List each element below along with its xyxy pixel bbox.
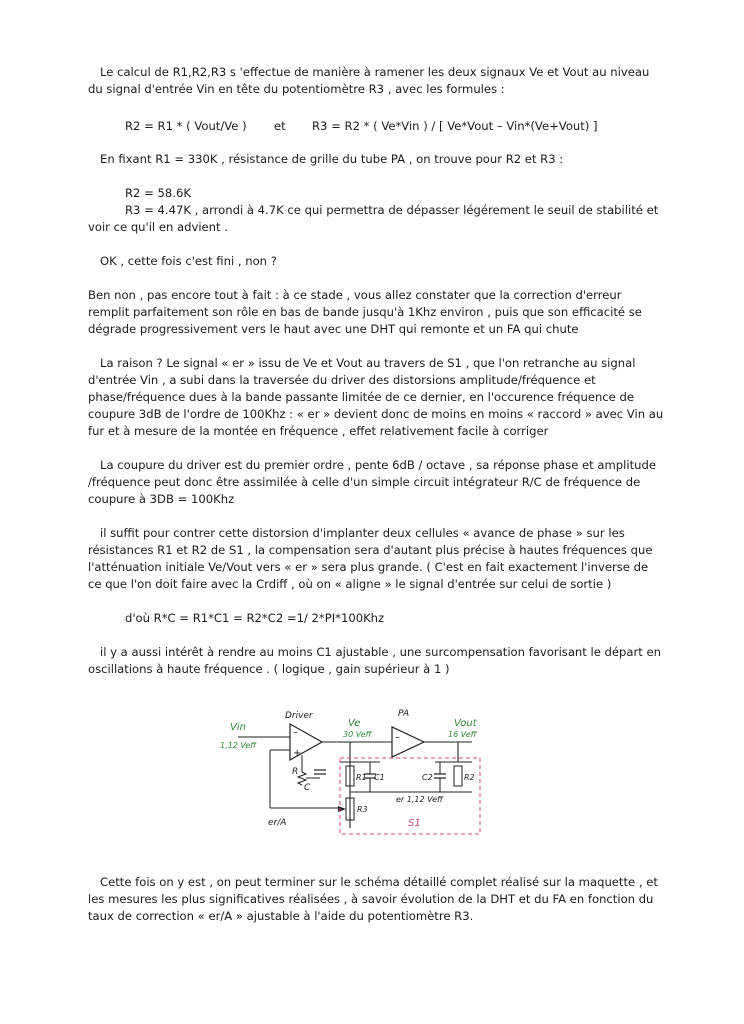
label-er-a: er/A <box>268 818 287 828</box>
paragraph-suffit: il suffit pour contrer cette distorsion d'implanter deux cellules « avance de phase » sur les résistances R1 et R2 de S1 , la compensation sera d'autant plus précise à hautes fréquences que l'atténuation initiale Ve/Vout vers « er » sera plus grande. ( C'est en fait exactement l'inverse de ce que l'on doit faire avec la Crdiff , où on « aligne » le signal d'entrée sur celui de sortie ) <box>88 526 653 591</box>
result-r2: R2 = 58.6K <box>125 186 191 200</box>
paragraph-fixant: En fixant R1 = 330K , résistance de grille du tube PA , on trouve pour R2 et R3 : <box>100 152 564 166</box>
formula-and: et <box>274 119 286 133</box>
label-c1: C1 <box>374 773 385 782</box>
r2-resistor <box>454 766 462 786</box>
result-r3: R3 = 4.47K , arrondi à 4.7K ce qui permettra de dépasser légérement le seuil de stabilité et voir ce qu'il en advient . <box>88 203 659 234</box>
label-ve: Ve <box>348 718 361 729</box>
circuit-diagram <box>210 700 510 845</box>
label-vin-value: 1,12 Veff <box>220 741 257 750</box>
paragraph-ben-non: Ben non , pas encore tout à fait : à ce stade , vous allez constater que la correction d'erreur remplit parfaitement son rôle en bas de bande jusqu'à 1Khz environ , puis que son efficacité se dégrade progressivement vers le haut avec une DHT qui remonte et un FA qui chute <box>88 288 642 336</box>
label-driver-minus: – <box>293 727 298 738</box>
formula-rc: d'où R*C = R1*C1 = R2*C2 =1/ 2*PI*100Khz <box>125 611 385 625</box>
label-ve-value: 30 Veff <box>343 730 372 739</box>
label-driver: Driver <box>285 711 313 721</box>
label-driver-plus: + <box>293 748 302 759</box>
label-r: R <box>292 767 299 777</box>
label-r2: R2 <box>464 773 475 782</box>
label-er: er 1,12 Veff <box>396 795 443 804</box>
label-pa-minus: – <box>395 732 400 743</box>
paragraph-interet: il y a aussi intérêt à rendre au moins C1 ajustable , une surcompensation favorisant le départ en oscillations à haute fréquence . ( logique , gain supérieur à 1 ) <box>88 645 661 676</box>
label-c2: C2 <box>422 773 433 782</box>
label-r3: R3 <box>357 805 368 814</box>
label-vout: Vout <box>454 718 477 729</box>
paragraph-conclusion: Cette fois on y est , on peut terminer sur le schéma détaillé complet réalisé sur la maquette , et les mesures les plus significatives réalisées , à savoir évolution de la DHT et du FA en fonction du taux de correction « er/A » ajustable à l'aide du potentiomètre R3. <box>88 875 658 923</box>
label-vin: Vin <box>230 722 246 733</box>
label-pa: PA <box>398 709 410 719</box>
formula-r2: R2 = R1 * ( Vout/Ve ) <box>125 119 247 133</box>
label-c: C <box>304 783 311 793</box>
label-s1: S1 <box>408 818 421 829</box>
label-vout-value: 16 Veff <box>448 730 477 739</box>
paragraph-raison: La raison ? Le signal « er » issu de Ve et Vout au travers de S1 , que l'on retranche au signal d'entrée Vin , a subi dans la traversée du driver des distorsions amplitude/fréquence et phase/fréquence dues à la bande passante limitée de ce dernier, en l'occurence fréquence de coupure 3dB de l'ordre de 100Khz : « er » devient donc de moins en moins « raccord » avec Vin au fur et à mesure de la montée en fréquence , effet relativement facile à corriger <box>88 356 664 438</box>
paragraph-ok: OK , cette fois c'est fini , non ? <box>100 254 277 268</box>
paragraph-calcul: Le calcul de R1,R2,R3 s 'effectue de manière à ramener les deux signaux Ve et Vout au niveau du signal d'entrée Vin en tête du potentiomètre R3 , avec les formules : <box>88 65 650 96</box>
label-r1: R1 <box>356 773 367 782</box>
paragraph-coupure: La coupure du driver est du premier ordre , pente 6dB / octave , sa réponse phase et amplitude /fréquence peut donc être assimilée à celle d'un simple circuit intégrateur R/C de fréquence de coupure à 3DB = 100Khz <box>88 458 656 506</box>
formula-r3: R3 = R2 * ( Ve*Vin ) / [ Ve*Vout – Vin*(Ve+Vout) ] <box>312 119 598 133</box>
